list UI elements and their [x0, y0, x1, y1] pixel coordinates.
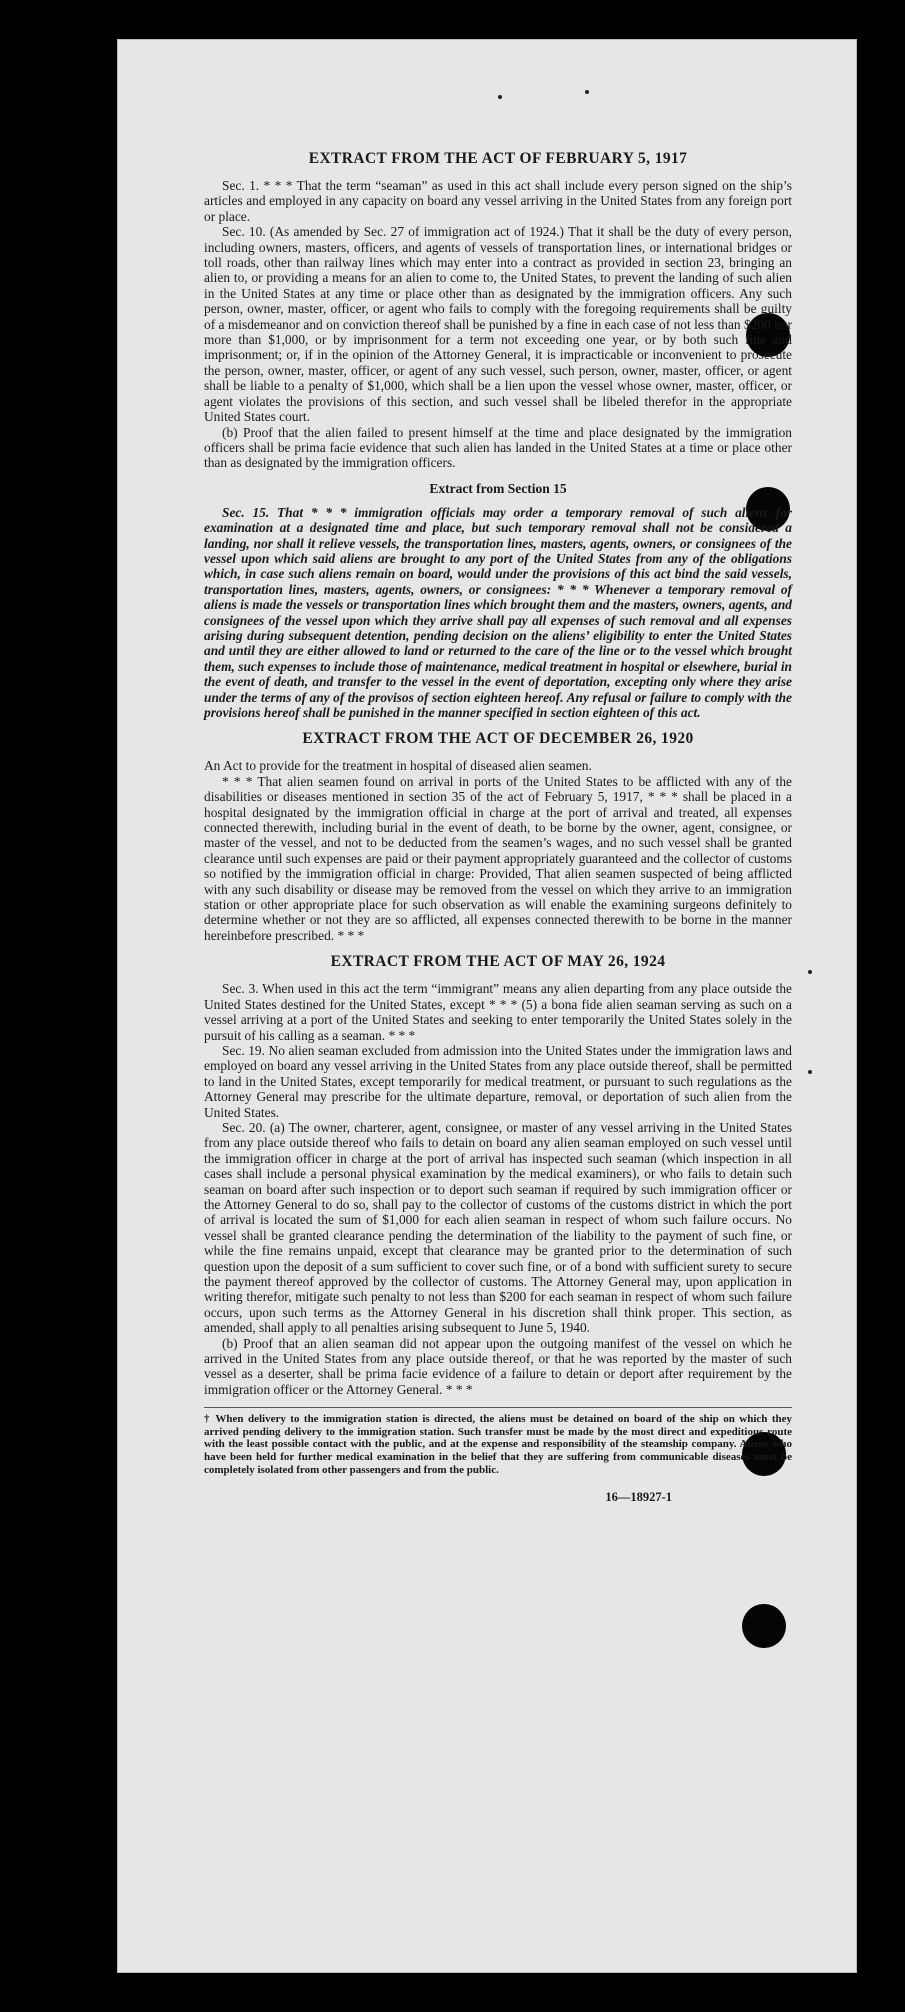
speck [808, 1070, 812, 1074]
punch-hole-4 [742, 1604, 786, 1648]
heading-act-1920: EXTRACT FROM THE ACT OF DECEMBER 26, 1920 [302, 730, 694, 748]
paragraph-1924-sec3: Sec. 3. When used in this act the term “immigrant” means any alien departing from any place outside the United States destined for the United States, except * * * (5) a bona fide alien seaman serving as such on a vessel arriving at a port of the United States and seeking to enter temporarily the United States solely in the pursuit of his calling as a seaman. * * * [204, 981, 792, 1043]
paragraph-section-15: Sec. 15. That * * * immigration officials may order a temporary removal of such aliens for examination at a designated time and place, but such temporary removal shall not be considered a landing, nor shall it relieve vessels, the transportation lines, masters, agents, owners, or consignees of the vessel upon which said aliens are brought to any port of the United States from any of the obligations which, in case such aliens remain on board, would under the provisions of this act bind the said vessels, transportation lines, masters, agents, owners, or consignees: * * * Whenever a temporary removal of aliens is made the vessels or transportation lines which brought them and the masters, owners, agents, and consignees of the vessel upon which they arrive shall pay all expenses of such removal and all expenses arising during subsequent detention, pending decision on the aliens’ eligibility to enter the United States and until they are either allowed to land or returned to the care of the line or to the vessel which brought them, such expenses to include those of maintenance, medical treatment in hospital or elsewhere, burial in the event of death, and transfer to the vessel in the event of deportation, excepting only where they arise under the terms of any of the provisos of section eighteen hereof. Any refusal or failure to comply with the provisions hereof shall be punished in the manner specified in section eighteen of this act. [204, 504, 792, 720]
heading-act-1924: EXTRACT FROM THE ACT OF MAY 26, 1924 [330, 953, 666, 971]
paragraph-1917-b: (b) Proof that the alien failed to present himself at the time and place designated by the immigration officers shall be prima facie evidence that such alien has landed in the United States at a time or place other than as designated by the immigration officers. [204, 424, 792, 471]
document-page [118, 40, 856, 1972]
speck [808, 970, 812, 974]
form-number: 16—18927-1 [605, 1490, 672, 1505]
paragraph-1924-sec19: Sec. 19. No alien seaman excluded from admission into the United States under the immigration laws and employed on board any vessel arriving in the United States from any place outside thereof, shall be permitted to land in the United States, except temporarily for medical treatment, or pursuant to such regulations as the Attorney General may prescribe for the ultimate departure, removal, or deportation of such alien from the United States. [204, 1042, 792, 1120]
paragraph-1920-body: * * * That alien seamen found on arrival in ports of the United States to be afflicted with any of the disabilities or diseases mentioned in section 35 of the act of February 5, 1917, * * * shall be placed in a hospital designated by the immigration official in charge at the port of arrival and treated, all expenses connected therewith, including burial in the event of death, to be borne by the owner, agent, consignee, or master of the vessel, and not to be deducted from the seamen’s wages, and no such vessel shall be granted clearance until such expenses are paid or their payment appropriately guaranteed and the collector of customs so notified by the immigration official in charge: Provided, That alien seamen suspected of being afflicted with any such disability or disease may be removed from the vessel on which they arrive to an immigration station or other appropriate place for such observation as will enable the examining surgeons definitely to determine whether or not they are so afflicted, all expenses connected therewith to be borne in the manner hereinbefore prescribed. * * * [204, 773, 792, 943]
paragraph-1917-sec1: Sec. 1. * * * That the term “seaman” as used in this act shall include every person signed on the ship’s articles and employed in any capacity on board any vessel arriving in the United States from any foreign port or place. [204, 178, 792, 224]
paragraph-1924-sec20: Sec. 20. (a) The owner, charterer, agent, consignee, or master of any vessel arriving in the United States from any place outside thereof who fails to detain on board any alien seaman employed on such vessel until the immigration officer in charge at the port of arrival has inspected such seaman (which inspection in all cases shall include a personal physical examination by the medical examiners), or who fails to detain such seaman on board after such inspection or to deport such seaman if required by such immigration officer or the Attorney General to do so, shall pay to the collector of customs of the customs district in which the port of arrival is located the sum of $1,000 for each alien seaman in respect of whom such failure occurs. No vessel shall be granted clearance pending the determination of the liability to the payment of such fine, or while the fine remains unpaid, except that clearance may be granted prior to the determination of such question upon the deposit of a sum sufficient to cover such fine, or of a bond with sufficient surety to secure the payment thereof approved by the collector of customs. The Attorney General may, upon application in writing therefor, mitigate such penalty to not less than $200 for each seaman in respect of whom such failure occurs, upon such terms as the Attorney General in his discretion shall think proper. This section, as amended, shall apply to all penalties arising subsequent to June 5, 1940. [204, 1119, 792, 1336]
paragraph-1924-b: (b) Proof that an alien seaman did not appear upon the outgoing manifest of the vessel on which he arrived in the United States from any place outside thereof, or that he was reported by the master of such vessel as a deserter, shall be prima facie evidence of a failure to detain or deport after requirement by the immigration officer or the Attorney General. * * * [204, 1335, 792, 1397]
speck [498, 95, 502, 99]
paragraph-1917-sec10: Sec. 10. (As amended by Sec. 27 of immigration act of 1924.) That it shall be the duty of every person, including owners, masters, officers, and agents of vessels of transportation lines, or international bridges or toll roads, other than railway lines which may enter into a contract as provided in section 23, bringing an alien to, or providing a means for an alien to come to, the United States, to prevent the landing of such alien in the United States at any time or place other than as designated by the immigration officers. Any such person, owner, master, officer, or agent who fails to comply with the foregoing requirements shall be guilty of a misdemeanor and on conviction thereof shall be punished by a fine in each case of not less than $200 nor more than $1,000, or by imprisonment for a term not exceeding one year, or by both such fine and imprisonment; or, if in the opinion of the Attorney General, it is impracticable or inconvenient to prosecute the person, owner, master, officer, or agent of any such vessel, such person, owner, master, officer, or agent shall be liable to a penalty of $1,000, which shall be a lien upon the vessel whose owner, master, officer, or agent violates the provisions of this section, and such vessel shall be libeled therefor in the appropriate United States court. [204, 224, 792, 425]
heading-section-15: Extract from Section 15 [429, 480, 567, 496]
speck [585, 90, 589, 94]
footnote: † When delivery to the immigration station is directed, the aliens must be detained on board of the ship on which they arrived pending delivery to the immigration station. Such transfer must be made by the most direct and expeditious route with the least possible contact with the public, and at the expense and responsibility of the steamship company. Aliens who have been held for further medical examination in the belief that they are suffering from communicable diseases must be completely isolated from other passengers and from the public. [204, 1407, 792, 1476]
paragraph-1920-title: An Act to provide for the treatment in hospital of diseased alien seamen. [204, 758, 592, 774]
document-text [204, 140, 792, 1506]
heading-act-1917: EXTRACT FROM THE ACT OF FEBRUARY 5, 1917 [308, 150, 688, 167]
